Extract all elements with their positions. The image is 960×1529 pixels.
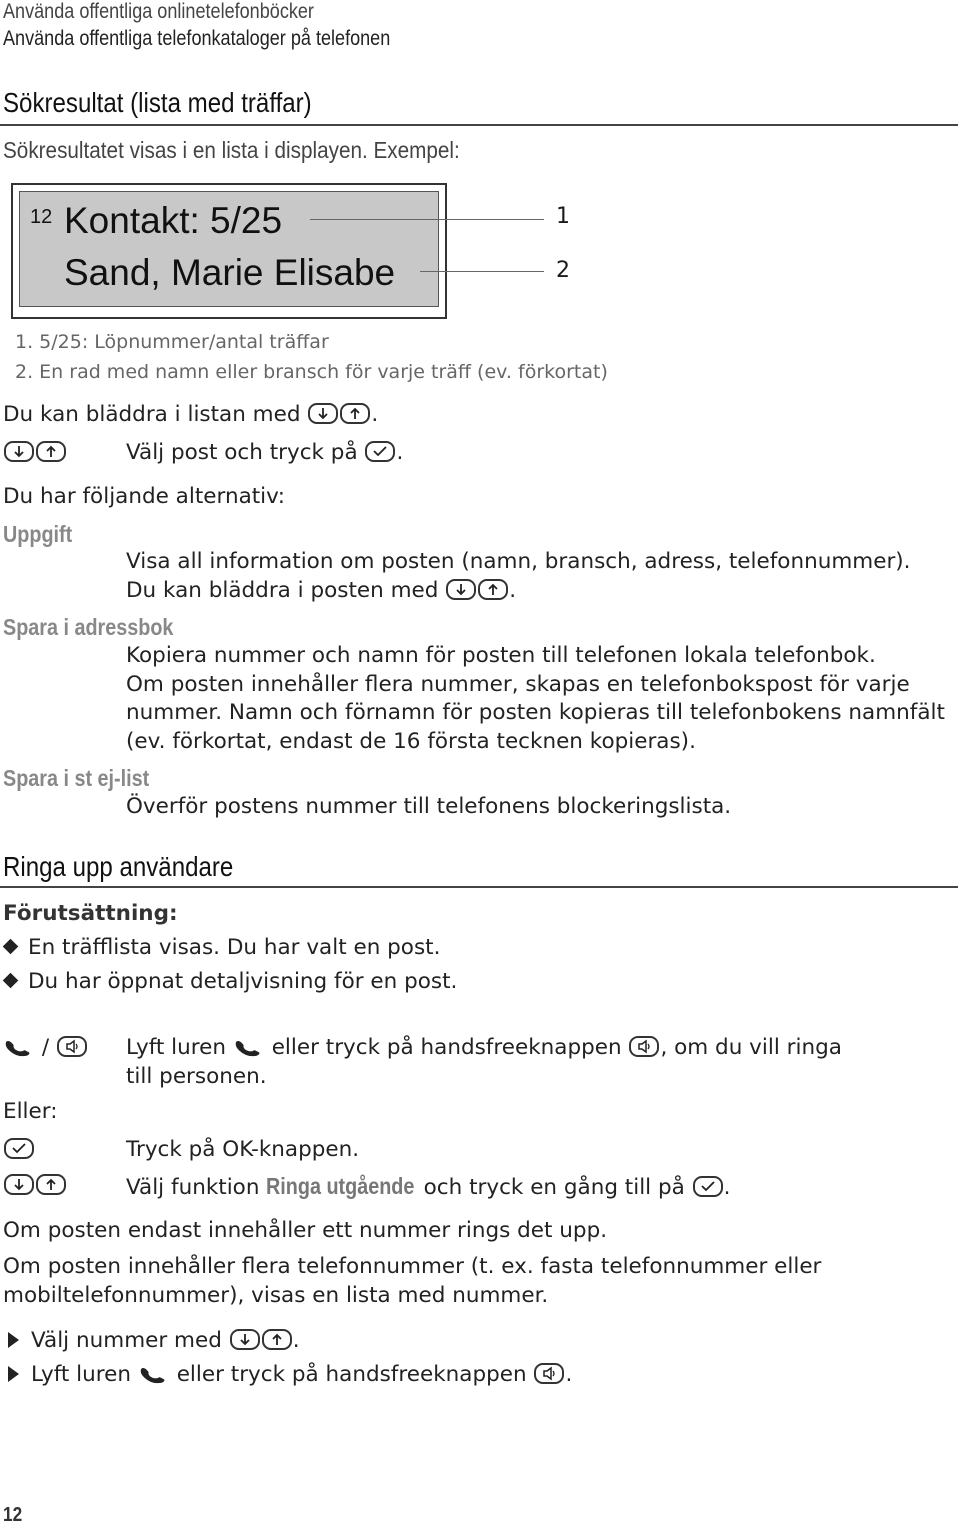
legend-item-1: 1. 5/25: Löpnummer/antal träffar bbox=[15, 331, 329, 353]
handset-icon bbox=[233, 1035, 265, 1060]
prerequisite-item-2 bbox=[5, 969, 457, 994]
select-text: Välj post och tryck på bbox=[126, 440, 358, 465]
paragraph-single-number: Om posten endast innehåller ett nummer rings det upp. bbox=[3, 1218, 608, 1243]
handsfree-key-icon bbox=[629, 1036, 659, 1057]
down-key-icon bbox=[308, 403, 338, 424]
up-key-icon bbox=[36, 1174, 66, 1195]
step1-keys bbox=[3, 1035, 88, 1060]
step3-text-a: Välj funktion bbox=[126, 1175, 260, 1200]
option-desc-details-1: Visa all information om posten (namn, bransch, adress, telefonnummer). bbox=[126, 549, 911, 574]
prerequisite-label: Förutsättning: bbox=[3, 901, 178, 926]
ok-key-icon bbox=[365, 441, 395, 462]
diamond-bullet-icon bbox=[3, 939, 19, 955]
display-illustration bbox=[11, 183, 447, 319]
step3-text-b: och tryck en gång till på bbox=[423, 1175, 685, 1200]
down-key-icon bbox=[446, 579, 476, 600]
option-desc-save-3: nummer. Namn och förnamn för posten kopieras till telefonbokens namnfält bbox=[126, 700, 945, 725]
paragraph-multiple-numbers-1: Om posten innehåller flera telefonnummer (t. ex. fasta telefonnummer eller bbox=[3, 1254, 822, 1279]
down-key-icon bbox=[4, 1174, 34, 1195]
select-keys bbox=[3, 440, 67, 465]
legend-item-2: 2. En rad med namn eller bransch för varje träff (ev. förkortat) bbox=[15, 361, 608, 383]
callout-line-1 bbox=[310, 219, 544, 220]
section-title-call-user: Ringa upp användare bbox=[3, 851, 234, 882]
up-key-icon bbox=[262, 1329, 292, 1350]
option-label-save-blocklist: Spara i st ej-list bbox=[3, 765, 150, 791]
down-key-icon bbox=[4, 441, 34, 462]
step1-instruction bbox=[126, 1035, 842, 1060]
step1-text-c: , om du vill ringa bbox=[660, 1035, 842, 1060]
option-desc-save-2: Om posten innehåller flera nummer, skapas en telefonbokspost för varje bbox=[126, 672, 910, 697]
step1-text-b: eller tryck på handsfreeknappen bbox=[271, 1035, 622, 1060]
action-item-2-text-a: Lyft luren bbox=[31, 1362, 132, 1387]
display-status-icon: 12 bbox=[30, 206, 53, 228]
action-item-2-text-b: eller tryck på handsfreeknappen bbox=[176, 1362, 527, 1387]
callout-number-1: 1 bbox=[556, 204, 570, 229]
browse-instruction: Du kan bläddra i listan med . bbox=[3, 402, 379, 427]
step3-keys bbox=[3, 1173, 67, 1198]
up-key-icon bbox=[340, 403, 370, 424]
ok-key-icon bbox=[4, 1138, 34, 1159]
section-title-search-results: Sökresultat (lista med träffar) bbox=[3, 87, 312, 118]
section-divider bbox=[0, 124, 958, 126]
handsfree-key-icon bbox=[534, 1363, 564, 1384]
handset-icon bbox=[3, 1035, 35, 1060]
step1-text-a: Lyft luren bbox=[126, 1035, 227, 1060]
option-label-save-addressbook: Spara i adressbok bbox=[3, 614, 174, 640]
prerequisite-item-1-text: En träfflista visas. Du har valt en post. bbox=[28, 935, 441, 960]
action-item-1-text: Välj nummer med bbox=[31, 1328, 222, 1353]
action-item-1: Välj nummer med . bbox=[8, 1328, 300, 1353]
step1-instruction-cont: till personen. bbox=[126, 1064, 267, 1089]
prerequisite-item-2-text: Du har öppnat detaljvisning för en post. bbox=[28, 969, 458, 994]
intro-text: Sökresultatet visas i en lista i displayen. Exempel: bbox=[3, 137, 460, 163]
callout-line-2 bbox=[420, 271, 544, 272]
step3-instruction: Välj funktion Ringa utgående och tryck en gång till på . bbox=[126, 1173, 731, 1200]
paragraph-multiple-numbers-2: mobiltelefonnummer), visas en lista med nummer. bbox=[3, 1283, 549, 1308]
page-number: 12 bbox=[3, 1504, 23, 1526]
up-key-icon bbox=[36, 441, 66, 462]
up-key-icon bbox=[478, 579, 508, 600]
step2-instruction: Tryck på OK-knappen. bbox=[126, 1137, 360, 1162]
browse-text: Du kan bläddra i listan med bbox=[3, 402, 301, 427]
action-item-2: Lyft luren eller tryck på handsfreeknappen . bbox=[8, 1362, 572, 1387]
running-header-chapter: Använda offentliga onlinetelefonböcker bbox=[3, 0, 314, 23]
prerequisite-item-1 bbox=[5, 935, 440, 960]
triangle-bullet-icon bbox=[8, 1332, 19, 1348]
option-desc-details-2: Du kan bläddra i posten med . bbox=[126, 578, 517, 603]
step1-separator: / bbox=[41, 1035, 50, 1060]
display-line-2: Sand, Marie Elisabe bbox=[64, 252, 396, 293]
section-divider bbox=[0, 886, 958, 888]
handsfree-key-icon bbox=[57, 1036, 87, 1057]
handset-icon bbox=[138, 1362, 170, 1387]
option-label-details: Uppgift bbox=[3, 521, 73, 547]
running-header-section: Använda offentliga telefonkataloger på telefonen bbox=[3, 27, 391, 50]
down-key-icon bbox=[230, 1329, 260, 1350]
option-desc-blocklist-1: Överför postens nummer till telefonens blockeringslista. bbox=[126, 794, 732, 819]
callout-number-2: 2 bbox=[556, 258, 570, 283]
option-desc-details-2-text: Du kan bläddra i posten med bbox=[126, 578, 439, 603]
step3-option-name: Ringa utgående bbox=[266, 1173, 415, 1199]
display-line-1: Kontakt: 5/25 bbox=[64, 200, 283, 241]
or-label: Eller: bbox=[3, 1099, 58, 1124]
ok-key-icon bbox=[693, 1176, 723, 1197]
option-desc-save-4: (ev. förkortat, endast de 16 första tecknen kopieras). bbox=[126, 729, 696, 754]
diamond-bullet-icon bbox=[3, 973, 19, 989]
triangle-bullet-icon bbox=[8, 1366, 19, 1382]
display-screen bbox=[19, 191, 439, 307]
select-instruction: Välj post och tryck på . bbox=[126, 440, 404, 465]
step2-keys bbox=[3, 1137, 35, 1162]
option-desc-save-1: Kopiera nummer och namn för posten till telefonen lokala telefonbok. bbox=[126, 643, 876, 668]
alternatives-intro: Du har följande alternativ: bbox=[3, 484, 285, 509]
